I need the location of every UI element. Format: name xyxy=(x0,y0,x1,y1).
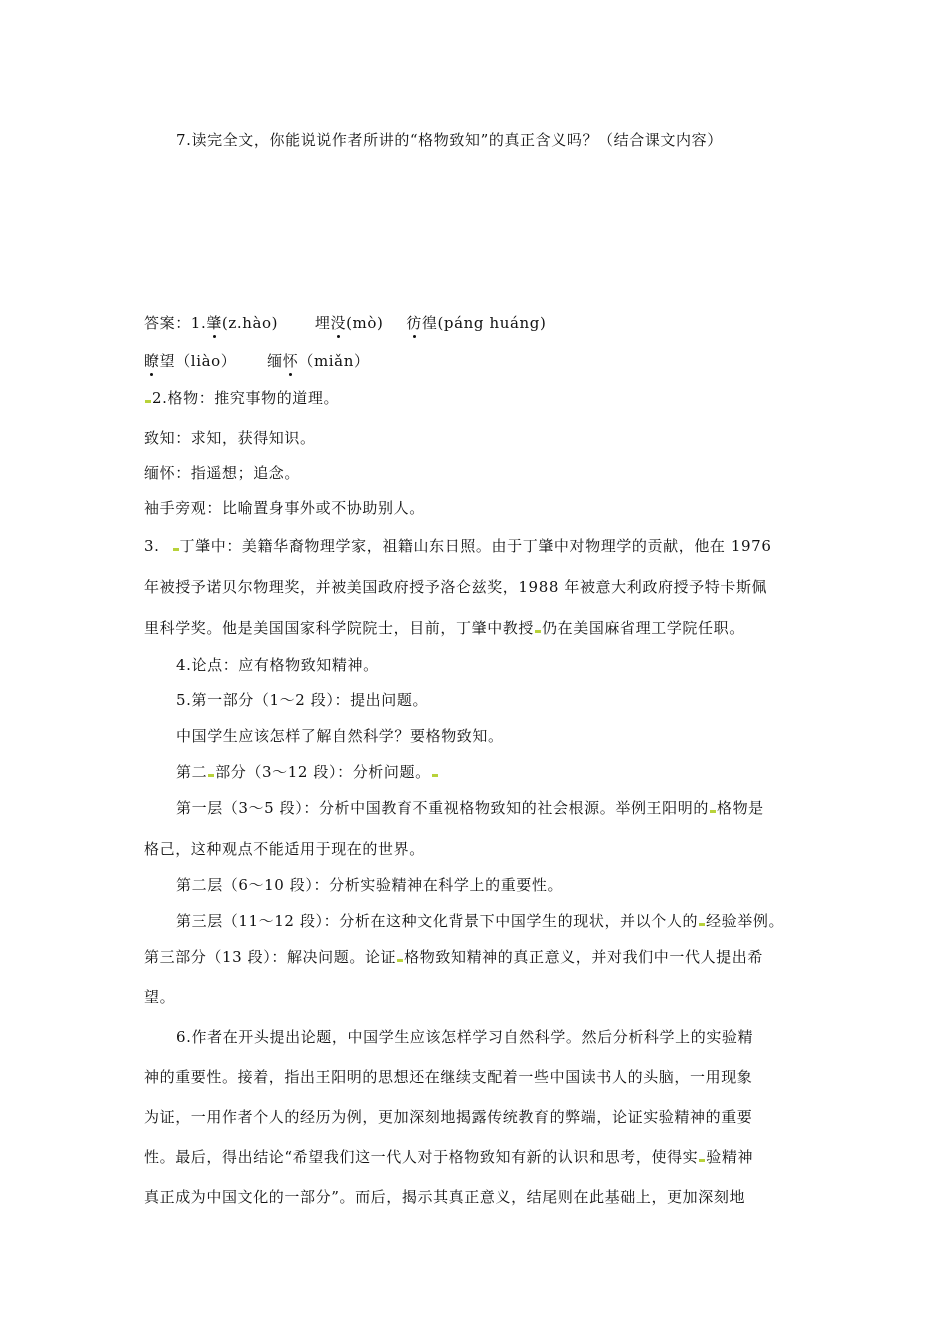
highlight-mark xyxy=(699,1159,705,1162)
answer-3-text: 里科学奖。他是美国国家科学院院士，目前，丁肇中教授 xyxy=(144,619,535,637)
answer-2-mianhuai: 缅怀：指遥想；追念。 xyxy=(144,464,301,482)
answer-1-line-2 xyxy=(144,350,370,371)
answer-2-xiushou: 袖手旁观：比喻置身事外或不协助别人。 xyxy=(144,499,425,517)
word-text: 望（liào） xyxy=(159,352,237,370)
answer-5-text: 经验举例。 xyxy=(706,912,785,930)
answer-5-part-3-cont: 望。 xyxy=(144,988,176,1006)
pinyin: （miǎn） xyxy=(298,352,370,370)
question-7: 7.读完全文，你能说说作者所讲的“格物致知”的真正含义吗？（结合课文内容） xyxy=(176,131,723,149)
answer-6-line-1: 6.作者在开头提出论题，中国学生应该怎样学习自然科学。然后分析科学上的实验精 xyxy=(176,1028,754,1046)
pinyin: (mò) xyxy=(346,314,384,332)
answer-6-line-2: 神的重要性。接着，指出王阳明的思想还在继续支配着一些中国读书人的头脑，一用现象 xyxy=(144,1068,753,1086)
answer-5-part-2 xyxy=(176,761,439,782)
answer-5-text: 第二 xyxy=(176,763,208,781)
answer-6-text: 性。最后，得出结论“希望我们这一代人对于格物致知有新的认识和思考，使得实 xyxy=(144,1148,699,1166)
answer-5-text: 格物是 xyxy=(716,799,764,817)
answer-5-text: 第三部分（13 段）：解决问题。论证 xyxy=(144,948,397,966)
answer-3-text: 仍在美国麻省理工学院任职。 xyxy=(542,619,745,637)
answer-3-text: 丁肇中：美籍华裔物理学家，祖籍山东日照。由于丁肇中对物理学的贡献，他在 1976 xyxy=(179,537,772,555)
answer-5-part-1: 5.第一部分（1～2 段）：提出问题。 xyxy=(176,691,429,709)
answer-6-line-4 xyxy=(144,1146,753,1167)
answer-5-layer-1-cont: 格己，这种观点不能适用于现在的世界。 xyxy=(144,840,425,858)
highlight-mark xyxy=(145,400,151,403)
pinyin: (páng huáng) xyxy=(437,314,547,332)
highlight-mark xyxy=(173,548,179,551)
answer-3-line-1 xyxy=(144,535,771,556)
answer-number: 3. xyxy=(144,537,160,555)
answer-6-line-3: 为证，一用作者个人的经历为例，更加深刻地揭露传统教育的弊端，论证实验精神的重要 xyxy=(144,1108,753,1126)
highlight-mark xyxy=(208,774,214,777)
dotted-char: 肇 xyxy=(206,314,222,332)
highlight-mark xyxy=(535,630,541,633)
answer-5-layer-3 xyxy=(176,910,784,931)
dotted-char: 怀 xyxy=(282,352,299,370)
answer-2-gewu-text: 2.格物：推究事物的道理。 xyxy=(152,389,340,407)
highlight-mark xyxy=(432,774,438,777)
answer-6-line-5: 真正成为中国文化的一部分”。而后，揭示其真正意义，结尾则在此基础上，更加深刻地 xyxy=(144,1188,746,1206)
answer-6-text: 验精神 xyxy=(706,1148,754,1166)
answer-5-layer-2: 第二层（6～10 段）：分析实验精神在科学上的重要性。 xyxy=(176,876,564,894)
word-char: 埋 xyxy=(314,314,331,332)
answer-5-part-1-question: 中国学生应该怎样了解自然科学？要格物致知。 xyxy=(176,727,504,745)
answer-3-line-3 xyxy=(144,617,745,638)
highlight-mark xyxy=(397,959,403,962)
answer-2-gewu xyxy=(144,387,339,408)
pinyin: (z.hào) xyxy=(221,314,279,332)
answer-4: 4.论点：应有格物致知精神。 xyxy=(176,656,379,674)
word-char: 缅 xyxy=(267,352,283,370)
answer-3-line-2: 年被授予诺贝尔物理奖，并被美国政府授予洛仑兹奖，1988 年被意大利政府授予特卡斯佩 xyxy=(144,578,768,596)
answer-label: 答案：1. xyxy=(144,314,207,332)
answer-5-layer-1 xyxy=(176,797,764,818)
answer-5-part-3 xyxy=(144,946,763,967)
highlight-mark xyxy=(699,923,705,926)
dotted-char: 没 xyxy=(330,314,347,332)
answer-5-text: 第三层（11～12 段）：分析在这种文化背景下中国学生的现状，并以个人的 xyxy=(176,912,699,930)
dotted-char: 彷 xyxy=(406,314,422,332)
answer-1-line-1 xyxy=(144,312,546,333)
answer-2-zhizhi: 致知：求知，获得知识。 xyxy=(144,429,316,447)
word-char: 徨 xyxy=(421,314,438,332)
answer-5-text: 第一层（3～5 段）：分析中国教育不重视格物致知的社会根源。举例王阳明的 xyxy=(176,799,709,817)
dotted-char: 瞭 xyxy=(144,352,160,370)
highlight-mark xyxy=(710,810,716,813)
answer-5-text: 格物致知精神的真正意义，并对我们中一代人提出希 xyxy=(404,948,763,966)
answer-5-text: 部分（3～12 段）：分析问题。 xyxy=(215,763,431,781)
